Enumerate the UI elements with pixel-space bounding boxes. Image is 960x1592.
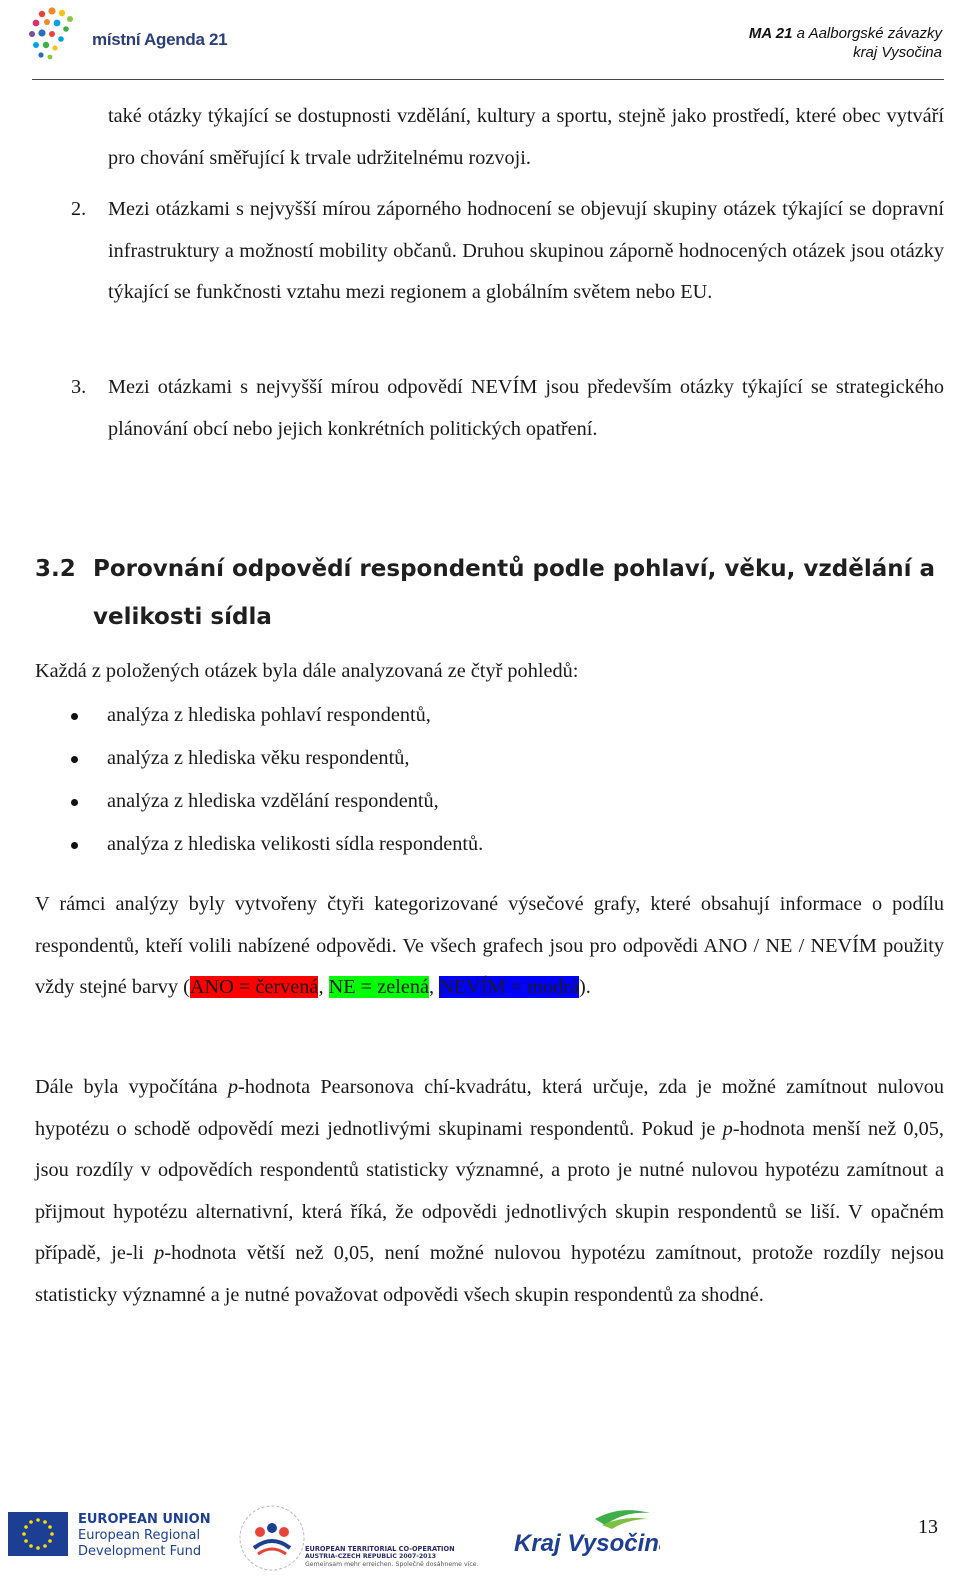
header-ma21-bold: MA 21 bbox=[748, 25, 793, 42]
list-number-2: 2. bbox=[71, 198, 87, 220]
section-number: 3.2 bbox=[35, 556, 76, 582]
list-item: analýza z hlediska věku respondentů, bbox=[35, 737, 945, 780]
intro-paragraph: Každá z položených otázek byla dále analyzovaná ze čtyř pohledů: bbox=[35, 660, 579, 682]
bullet-icon bbox=[71, 799, 78, 806]
list-item: analýza z hlediska velikosti sídla respondentů. bbox=[35, 823, 945, 866]
header-line1-rest: a Aalborgské závazky bbox=[792, 25, 942, 42]
section-heading bbox=[35, 545, 945, 641]
kraj-vysocina-logo-text: Kraj Vysočina bbox=[514, 1530, 660, 1557]
etc-text: EUROPEAN TERRITORIAL CO-OPERATION AUSTRIA-CZECH REPUBLIC 2007-2013 Gemeinsam mehr erreichen. Společně dosáhneme více. bbox=[305, 1545, 479, 1568]
ma21-logo bbox=[28, 6, 268, 66]
bullet-list bbox=[35, 694, 945, 866]
bullet-icon bbox=[71, 713, 78, 720]
highlight-ne-green: NE = zelená bbox=[328, 976, 429, 998]
header-title bbox=[749, 24, 942, 62]
list-item-2: Mezi otázkami s nejvyšší mírou záporného hodnocení se objevují skupiny otázek týkající se dopravní infrastruktury a možností mobility občanů. Druhou skupinou záporně hodnocených otázek jsou otázky týkající se funkčnosti vztahu mezi regionem a globálním světem nebo EU. bbox=[108, 198, 944, 303]
list-item-1-continuation: také otázky týkající se dostupnosti vzdělání, kultury a sportu, stejně jako prostředí, které obec vytváří pro chování směřující k trvale udržitelnému rozvoji. bbox=[108, 105, 944, 169]
eu-flag-icon bbox=[8, 1512, 68, 1556]
bullet-icon bbox=[71, 756, 78, 763]
pvalue-paragraph: Dále byla vypočítána p-hodnota Pearsonova chí-kvadrátu, která určuje, zda je možné zamítnout nulovou hypotézu o schodě odpovědí mezi jednotlivými skupinami respondentů. Pokud je p-hodnota menší než 0,05, jsou rozdíly v odpovědích respondentů statisticky významné, a proto je nutné nulovou hypotézu zamítnout a přijmout hypotézu alternativní, která říká, že odpovědi jednotlivých skupin respondentů se liší. V opačném případě, je-li p-hodnota větší než 0,05, není možné nulovou hypotézu zamítnout, protože rozdíly nejsou statisticky významné a je nutné považovat odpovědi všech skupin respondentů za shodné. bbox=[35, 1076, 944, 1306]
highlight-ano-red: ANO = červená bbox=[189, 976, 319, 998]
list-item: analýza z hlediska vzdělání respondentů, bbox=[35, 780, 945, 823]
ma21-logo-text: místní Agenda 21 bbox=[92, 30, 228, 49]
bullet-icon bbox=[71, 842, 78, 849]
list-item: analýza z hlediska pohlaví respondentů, bbox=[35, 694, 945, 737]
header-divider bbox=[32, 79, 944, 80]
kraj-vysocina-logo bbox=[510, 1505, 660, 1565]
page-number: 13 bbox=[918, 1516, 938, 1538]
list-item-3: Mezi otázkami s nejvyšší mírou odpovědí NEVÍM jsou především otázky týkající se strategického plánování obcí nebo jejich konkrétních politických opatření. bbox=[108, 376, 944, 440]
eu-text: EUROPEAN UNION European Regional Development Fund bbox=[78, 1512, 211, 1559]
section-title: Porovnání odpovědí respondentů podle pohlaví, věku, vzdělání a velikosti sídla bbox=[93, 556, 936, 630]
cooperation-seal-icon bbox=[232, 1498, 312, 1578]
header-line2: kraj Vysočina bbox=[853, 44, 942, 61]
dots-logo-icon bbox=[28, 6, 92, 66]
analysis-paragraph: V rámci analýzy byly vytvořeny čtyři kategorizované výsečové grafy, které obsahují informace o podílu respondentů, kteří volili nabízené odpovědi. Ve všech grafech jsou pro odpovědi ANO / NE / NEVÍM použity vždy stejné barvy (ANO = červená, NE = zelená, NEVÍM = modrá). bbox=[35, 893, 944, 998]
highlight-nevim-blue: NEVÍM = modrá bbox=[439, 976, 579, 998]
list-number-3: 3. bbox=[71, 376, 87, 398]
